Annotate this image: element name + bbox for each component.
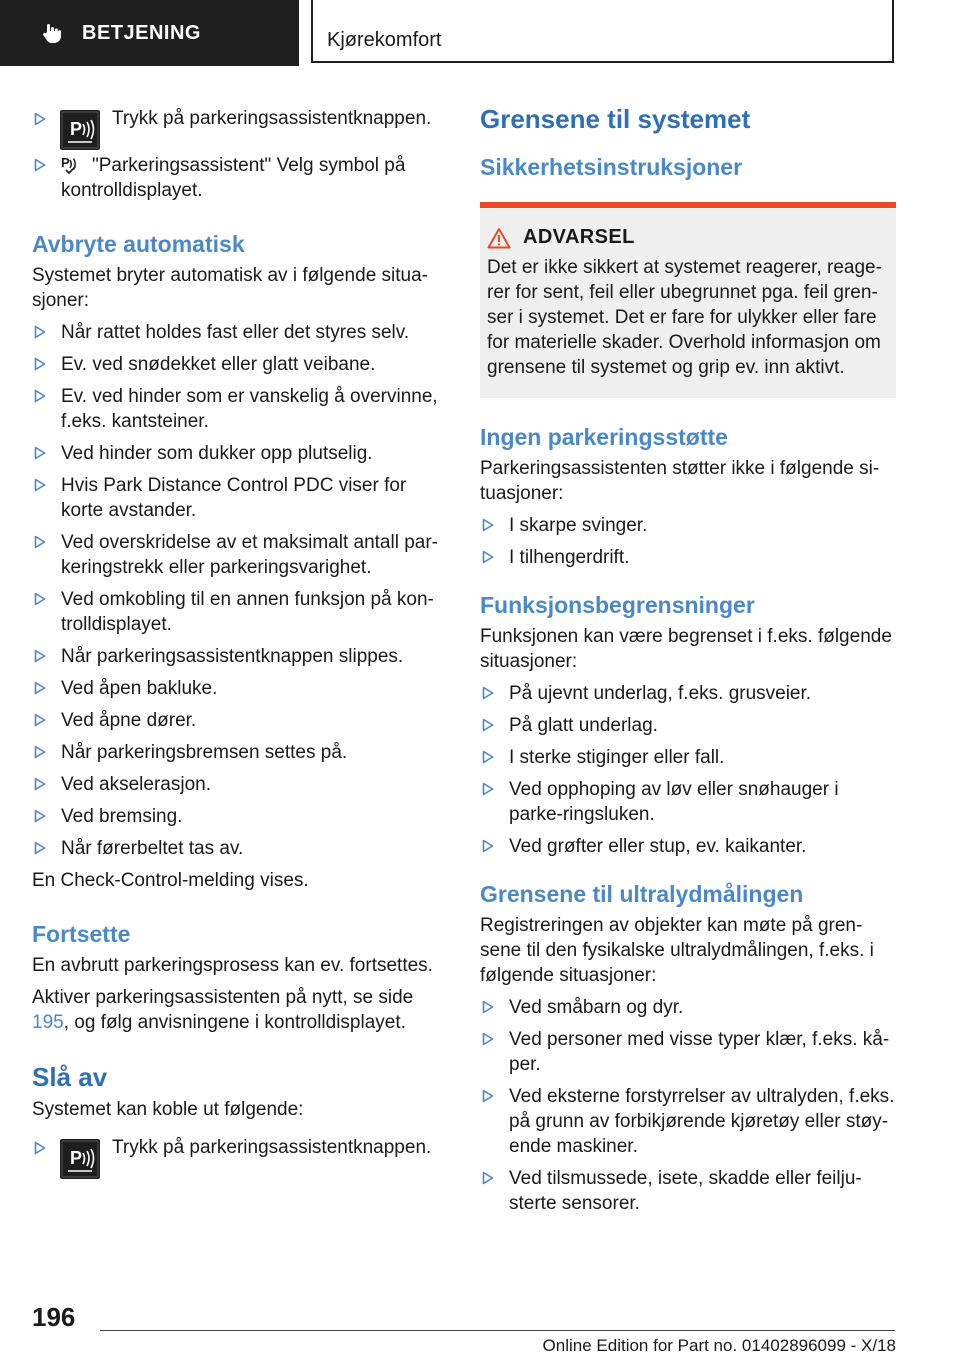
parking-assistant-button-icon	[60, 1139, 100, 1179]
bullet-triangle-icon	[34, 777, 46, 791]
list-item: Ved åpne dører.	[32, 708, 448, 733]
paragraph: Systemet bryter automatisk av i følgende situa‐sjoner:	[32, 265, 428, 311]
bullet-triangle-icon	[34, 809, 46, 823]
list-item: Ved eksterne forstyrrelser av ultralyden, f.eks. på grunn av forbikjørende kjøretøy eller støy‐ende maskiner.	[480, 1084, 896, 1159]
off-list	[32, 1129, 448, 1160]
paragraph: Systemet kan koble ut følgende:	[32, 1099, 304, 1120]
bullet-triangle-icon	[34, 681, 46, 695]
bullet-triangle-icon	[34, 325, 46, 339]
limits-list	[480, 681, 896, 859]
section-title: BETJENING	[82, 21, 201, 44]
bullet-triangle-icon	[34, 745, 46, 759]
chapter-title: Kjørekomfort	[327, 29, 442, 51]
bullet-triangle-icon	[34, 389, 46, 403]
paragraph: Registreringen av objekter kan møte på gren‐sene til den fysikalske ultralydmålingen, f.eks. i følgende situasjoner:	[480, 915, 874, 986]
bullet-triangle-icon	[482, 518, 494, 532]
list-item: I tilhengerdrift.	[480, 545, 896, 570]
bullet-triangle-icon	[34, 1141, 46, 1155]
page-reference-link[interactable]: 195	[32, 1012, 64, 1033]
list-item: På glatt underlag.	[480, 713, 896, 738]
bullet-triangle-icon	[482, 550, 494, 564]
parking-assistant-button-icon	[60, 110, 100, 150]
bullet-triangle-icon	[34, 649, 46, 663]
paragraph: En Check-Control-melding vises.	[32, 870, 309, 891]
list-item: Når parkeringsassistentknappen slippes.	[32, 644, 448, 669]
no-support-list	[480, 513, 896, 570]
list-item: Når parkeringsbremsen settes på.	[32, 740, 448, 765]
list-item: Ved småbarn og dyr.	[480, 995, 896, 1020]
page-footer	[0, 1290, 960, 1362]
bullet-triangle-icon	[34, 478, 46, 492]
list-item: Trykk på parkeringsassistentknappen.	[32, 1129, 448, 1160]
bullet-triangle-icon	[34, 112, 46, 126]
bullet-triangle-icon	[34, 592, 46, 606]
list-item: I sterke stiginger eller fall.	[480, 745, 896, 770]
bullet-triangle-icon	[482, 718, 494, 732]
page-number: 196	[32, 1302, 76, 1332]
hand-icon	[40, 21, 64, 45]
bullet-triangle-icon	[34, 535, 46, 549]
section-heading: Funksjonsbegrensninger	[480, 592, 755, 618]
bullet-triangle-icon	[482, 1171, 494, 1185]
right-column	[480, 100, 896, 1223]
list-item: Ev. ved hinder som er vanskelig å overvinne, f.eks. kantsteiner.	[32, 384, 448, 434]
list-item: Ved overskridelse av et maksimalt antall par‐keringstrekk eller parkeringsvarighet.	[32, 530, 448, 580]
section-heading: Slå av	[32, 1062, 108, 1092]
paragraph: Parkeringsassistenten støtter ikke i følgende si‐tuasjoner:	[480, 458, 880, 504]
warning-text: Det er ikke sikkert at systemet reagerer, reage‐rer for sent, feil eller ubegrunnet pga. feil gren‐ser i systemet. Det er fare for ulykker eller fare for materielle skader. Overhold informasjon om grensene til systemet og grip ev. inn aktivt.	[487, 257, 882, 378]
list-item: I skarpe svinger.	[480, 513, 896, 538]
bullet-triangle-icon	[34, 446, 46, 460]
list-item: Ved opphoping av løv eller snøhauger i parke‐ringsluken.	[480, 777, 896, 827]
list-item: Ved akselerasjon.	[32, 772, 448, 797]
section-heading: Ingen parkeringsstøtte	[480, 424, 728, 450]
list-item: Ev. ved snødekket eller glatt veibane.	[32, 352, 448, 377]
page-main-heading: Grensene til systemet	[480, 104, 751, 134]
bullet-triangle-icon	[34, 158, 46, 172]
ultrasound-list	[480, 995, 896, 1216]
section-heading: Grensene til ultralydmålingen	[480, 881, 804, 907]
bullet-triangle-icon	[482, 839, 494, 853]
bullet-triangle-icon	[482, 1000, 494, 1014]
paragraph: En avbrutt parkeringsprosess kan ev. fortsettes.	[32, 955, 433, 976]
warning-label: ADVARSEL	[523, 226, 635, 248]
abort-list	[32, 320, 448, 861]
warning-title	[487, 226, 888, 249]
intro-list	[32, 100, 448, 203]
section-heading: Fortsette	[32, 921, 131, 947]
footer-divider	[100, 1330, 895, 1331]
parking-assistant-symbol-icon	[60, 154, 84, 176]
bullet-triangle-icon	[482, 686, 494, 700]
bullet-triangle-icon	[482, 1032, 494, 1046]
section-tab	[0, 0, 299, 66]
list-item: Ved hinder som dukker opp plutselig.	[32, 441, 448, 466]
list-item: Ved grøfter eller stup, ev. kaikanter.	[480, 834, 896, 859]
edition-text: Online Edition for Part no. 01402896099 - X/18	[542, 1336, 896, 1355]
bullet-triangle-icon	[34, 357, 46, 371]
list-item: Ved tilsmussede, isete, skadde eller feilju‐sterte sensorer.	[480, 1166, 896, 1216]
warning-triangle-icon	[487, 227, 511, 249]
list-item: Ved åpen bakluke.	[32, 676, 448, 701]
paragraph: Funksjonen kan være begrenset i f.eks. følgende situasjoner:	[480, 626, 892, 672]
list-item: P "Parkeringsassistent" Velg symbol på kontrolldisplayet.	[32, 153, 448, 203]
list-item: Når rattet holdes fast eller det styres selv.	[32, 320, 448, 345]
list-item: Trykk på parkeringsassistentknappen.	[32, 100, 448, 131]
svg-text:P: P	[61, 155, 70, 170]
bullet-triangle-icon	[34, 841, 46, 855]
list-item: Hvis Park Distance Control PDC viser for korte avstander.	[32, 473, 448, 523]
sub-heading: Sikkerhetsinstruksjoner	[480, 154, 743, 180]
bullet-triangle-icon	[34, 713, 46, 727]
list-item: Når førerbeltet tas av.	[32, 836, 448, 861]
bullet-triangle-icon	[482, 1089, 494, 1103]
bullet-triangle-icon	[482, 750, 494, 764]
list-item: Ved omkobling til en annen funksjon på kon‐trolldisplayet.	[32, 587, 448, 637]
section-heading: Avbryte automatisk	[32, 231, 245, 257]
warning-box	[480, 202, 896, 398]
list-item: Ved bremsing.	[32, 804, 448, 829]
bullet-triangle-icon	[482, 782, 494, 796]
left-column	[32, 100, 448, 1167]
page-header	[0, 0, 960, 66]
list-item: På ujevnt underlag, f.eks. grusveier.	[480, 681, 896, 706]
chapter-box	[311, 0, 894, 63]
paragraph: Aktiver parkeringsassistenten på nytt, se side 195, og følg anvisningene i kontrolldisplayet.	[32, 987, 414, 1033]
list-item: Ved personer med visse typer klær, f.eks. kå‐per.	[480, 1027, 896, 1077]
